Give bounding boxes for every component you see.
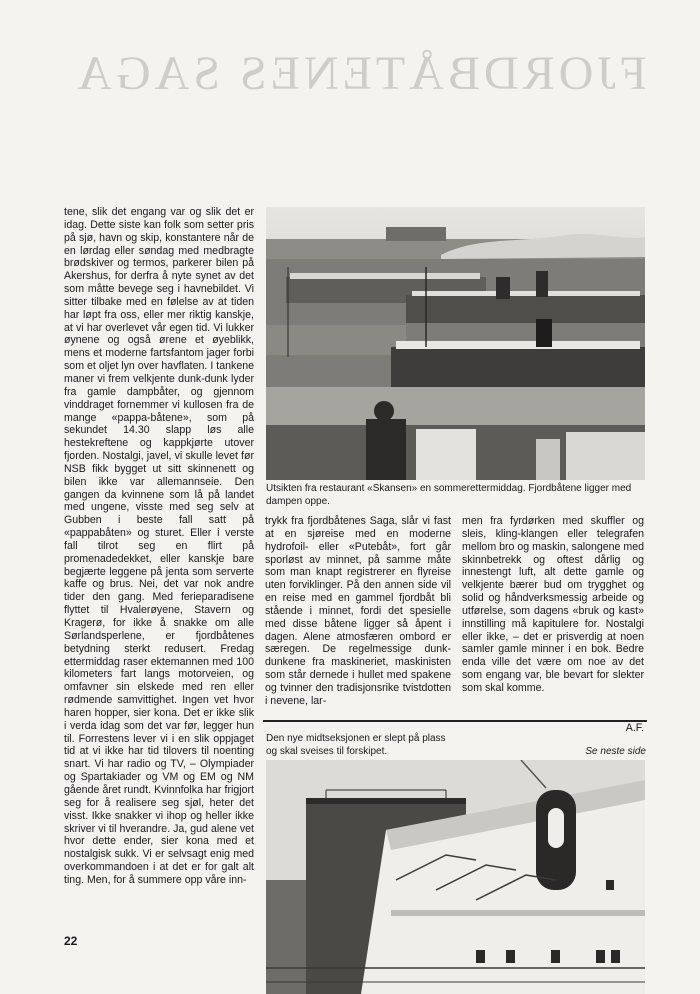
article-title-bleedthrough: FJORDBÅTENES SAGA	[73, 47, 647, 100]
harbor-photo-illustration	[266, 207, 645, 480]
section-divider	[263, 720, 647, 722]
article-column-1: tene, slik det engang var og slik det er idag. Dette siste kan folk som setter pris på sjø, havn og skip, konstantere når de en lørdag eller søndag med medbragte brødskiver og termos, parkerer bilen på Akershus, for derfra å nyte synet av det som måtte bevege seg i havnebildet. Vi sitter tilbake med en følelse av at tiden har løpt fra oss, eller mer riktig kanskje, at vi har overlevet vår egen tid. Vi lukker øynene og også ørene et øyeblikk, mens et moderne fartsfantom jager forbi som et oljet lyn over havflaten. I tankene maner vi frem velkjente dunk-dunk lyder fra gamle dampbåter, og gjennom vinddraget fornemmer vi kullosen fra de mange «pappa-båtene», som på sekundet 14.30 slapp løs alle hestekreftene og kappkjørte utover fjorden. Nostalgi, javel, vi skulle levet før NSB fikk bygget ut sitt skinnenett og bilen ikke var allemannseie. Den gangen da kvinnene som lå på landet med ungene, visste med seg selv at Gubben i beste fall satt på «pappabåten» og sturet. Eller i verste fall tilrot seg en flirt på promenadedekket, eller kanskje bare begjærte leggene på jenta som serverte kaffe og brus. Nei, det var nok andre tider den gang. Med ferieparadisene flyttet til Hvalerøyene, Stavern og Kragerø, for ikke å snakke om alle Sørlandsperlene, er fjordbåtenes betydning sterkt redusert. Fredag ettermiddag raser ektemannen med 100 kilometers fart langs motorveien, og omfavner sin elskede med ren eller rødmende samvittighet. Ingen vet hvor haren hopper, sier kona. Det er ikke slik i verda idag som det var før, legger hun til. Forrestens lever vi i en slik oppjaget tid at vi ikke har tid tilovers til noenting snart. Vi har radio og TV, – Olympiader og Spartakiader og VM og EM og NM gående året rundt. Kvinnfolka har frigjort seg for å realisere seg sjøl, heter det visst. Ikke snakker vi ihop og heller ikke skriver vi til hverandre. Ja, gud alene vet hvor dette ender, sier kona med et nostalgisk sukk. Vi er selvsagt enig med overkommandoen i at det er for galt alt ting. Men, for å summere opp våre inn-	[64, 206, 254, 886]
harbor-photo	[266, 207, 645, 480]
ship-section-illustration	[266, 760, 645, 994]
harbor-photo-caption: Utsikten fra restaurant «Skansen» en sommerettermiddag. Fjordbåtene ligger med dampen oppe.	[266, 483, 632, 507]
ship-section-photo	[266, 760, 645, 994]
author-signature: A.F.	[625, 722, 644, 734]
see-next-page-note: Se neste side	[585, 746, 646, 757]
article-column-3: men fra fyrdørken med skuffler og sleis, kling-klangen eller telegrafen mellom bro og maskin, salongene med skinnbetrekk og oftest dårlig og innestengt luft, alt dette gamle og velkjente bærer bud om trygghet og solid og håndverksmessig arbeide og utførelse, som dagens «bruk og kast» innstilling må kapitulere for. Nostalgi eller ikke, – det er prisverdig at noen samler gamle minner i en bok. Bedre enda ville det være om noe av det som engang var, ble bevart for slekter som skal komme.	[462, 515, 644, 694]
article-column-2: trykk fra fjordbåtenes Saga, slår vi fast at en sjøreise med en moderne hydrofoil- eller «Putebåt», fort går sporløst av minnet, på samme måte som man knapt registrerer en flyreise uten forviklinger. På den annen side vil en reise med en gammel fjordbåt bli stående i minnet, fordi det spesielle med disse båtene ligger så åpent i dagen. Alene atmosfæren ombord er særegen. De regelmessige dunk-dunkene fra maskineriet, maskinisten som står dernede i hullet med spakene og tvinner den tradisjonsrike tvistdotten i nevene, lar-	[265, 515, 451, 707]
page-number: 22	[64, 934, 78, 948]
ship-photo-caption: Den nye midtseksjonen er slept på plass og skal sveises til forskipet.	[266, 733, 446, 757]
